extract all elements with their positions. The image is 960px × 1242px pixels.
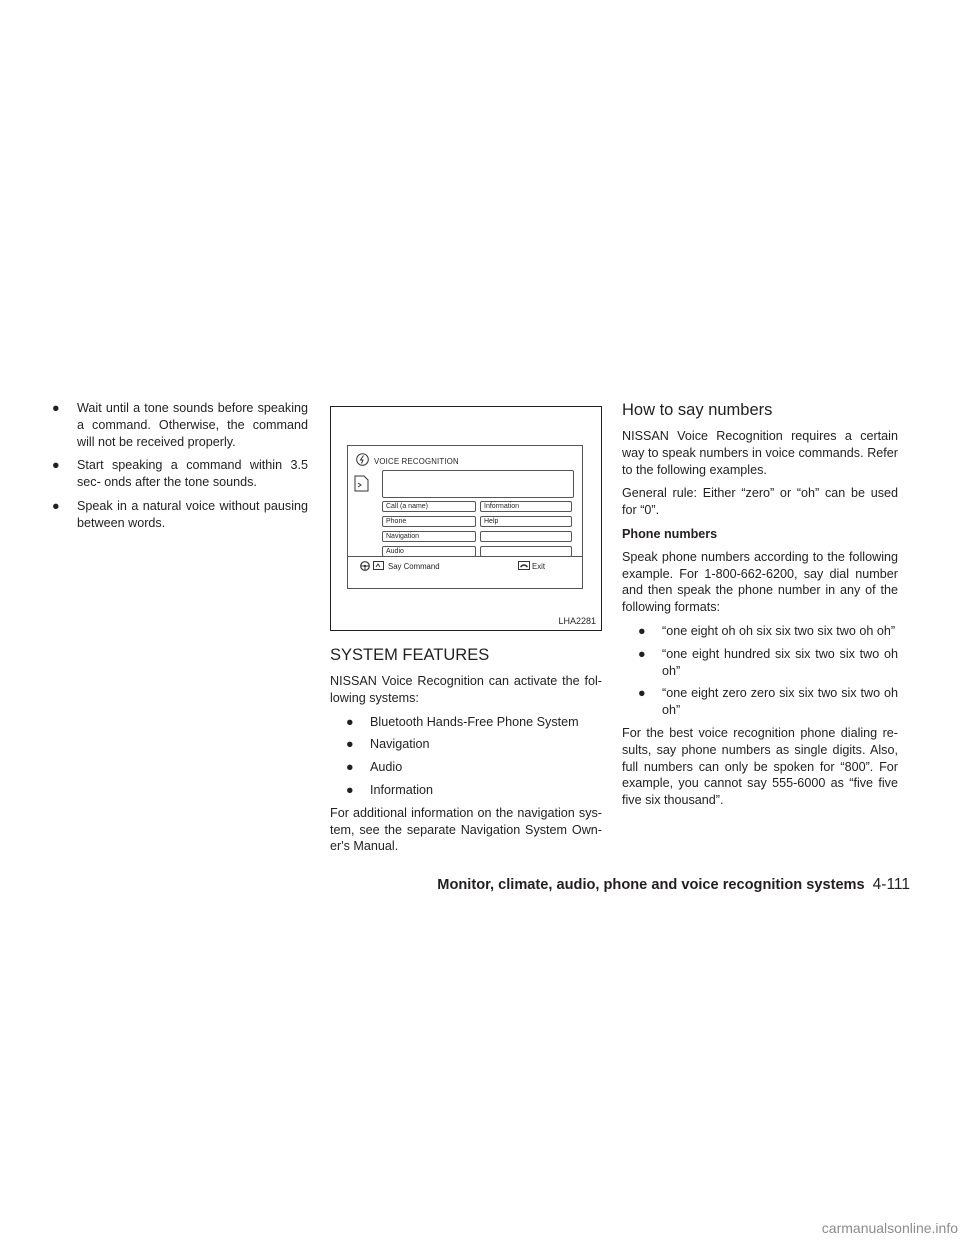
figure-code: LHA2281 (558, 616, 596, 626)
menu-navigation[interactable]: Navigation (382, 531, 476, 542)
bullet-icon: ● (638, 623, 646, 638)
list-item: ● “one eight oh oh six six two six two oh oh” (638, 623, 896, 638)
recognition-display (382, 470, 574, 498)
bullet-icon: ● (52, 401, 60, 415)
voice-recognition-icon (356, 453, 369, 466)
status-divider (348, 556, 582, 557)
system-features-intro: NISSAN Voice Recognition can activate the fol- lowing systems: (330, 674, 602, 705)
left-column (52, 400, 308, 539)
hang-up-icon (518, 561, 530, 570)
dialing-tip: For the best voice recognition phone dialing re- sults, say phone numbers as single digits. Also, full numbers can only be spoken for “800”. For example, you cannot say 555-6000 as “five five five six thousand”. (622, 725, 898, 808)
bullet-icon: ● (346, 760, 354, 775)
list-item: ● “one eight zero zero six six two six two oh oh” (638, 686, 898, 718)
chapter-title: Monitor, climate, audio, phone and voice recognition systems (437, 877, 865, 893)
bullet-icon: ● (346, 714, 354, 729)
right-column (622, 400, 898, 816)
list-item: ● Start speaking a command within 3.5 sec- onds after the tone sounds. (52, 458, 308, 490)
phone-numbers-text: Speak phone numbers according to the following example. For 1-800-662-6200, say dial number and then speak the phone number in any of the following formats: (622, 549, 898, 615)
voice-recognition-screen (347, 445, 583, 589)
list-item: ● “one eight hundred six six two six two oh oh” (638, 646, 898, 678)
page-footer (420, 876, 910, 894)
menu-call-a-name[interactable]: Call (a name) (382, 501, 476, 512)
menu-audio[interactable]: Audio (382, 546, 476, 557)
phone-numbers-heading: Phone numbers (622, 526, 718, 541)
voice-recognition-figure (330, 406, 602, 631)
general-rule: General rule: Either “zero” or “oh” can be used for “0”. (622, 486, 898, 518)
bullet-icon: ● (638, 646, 646, 661)
numbers-heading: How to say numbers (622, 401, 773, 419)
steering-wheel-icon (360, 561, 370, 571)
list-item: ● Navigation (346, 737, 430, 752)
bullet-icon: ● (638, 686, 646, 701)
watermark: carmanualsonline.info (818, 1219, 958, 1237)
list-item: ● Information (346, 782, 433, 797)
list-item: ● Bluetooth Hands-Free Phone System (346, 714, 579, 729)
menu-phone[interactable]: Phone (382, 516, 476, 527)
navigation-note: For additional information on the navigation sys- tem, see the separate Navigation System Own- er's Manual. (330, 805, 602, 854)
bullet-icon: ● (52, 458, 60, 473)
screen-title: VOICE RECOGNITION (374, 457, 459, 466)
bullet-icon: ● (52, 498, 60, 513)
menu-help[interactable]: Help (480, 516, 572, 527)
say-command-label: Say Command (388, 562, 440, 571)
menu-empty-1[interactable] (480, 531, 572, 542)
list-item: ● Audio (346, 760, 403, 775)
list-item: ● Speak in a natural voice without pausing between words. (52, 498, 308, 530)
middle-column (330, 400, 602, 862)
exit-label: Exit (532, 562, 545, 571)
bullet-icon: ● (346, 737, 354, 752)
talk-icon (373, 561, 384, 570)
speech-icon (354, 475, 369, 492)
system-features-heading: SYSTEM FEATURES (330, 646, 490, 664)
bullet-icon: ● (346, 782, 354, 797)
numbers-intro: NISSAN Voice Recognition requires a certain way to speak numbers in voice commands. Refer to the following examples. (622, 429, 898, 477)
list-item: ● Wait until a tone sounds before speaking a command. Otherwise, the command will not be received properly. (52, 401, 308, 449)
menu-information[interactable]: Information (480, 501, 572, 512)
page-number: 4-111 (872, 876, 910, 893)
